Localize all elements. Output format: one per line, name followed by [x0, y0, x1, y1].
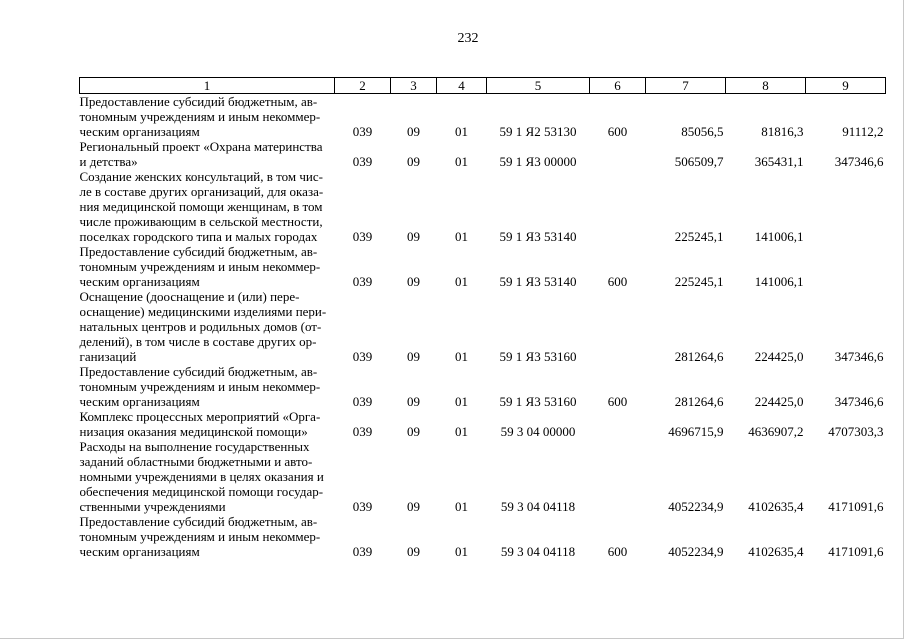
- expense-name-line: и детства»: [79, 154, 138, 169]
- expense-name-line: поселках городского типа и малых городах: [79, 229, 318, 244]
- expense-name-cell: [80, 439, 335, 514]
- subsection-code-cell: 01: [455, 424, 468, 439]
- expense-name-cell: [80, 409, 335, 439]
- amount-year3-cell: 91112,2: [842, 124, 884, 139]
- ministry-code-cell: 039: [352, 229, 373, 244]
- target-article-cell: 59 1 Я3 00000: [499, 154, 577, 169]
- subsection-code-cell: 01: [455, 499, 468, 514]
- column-header: 1: [80, 78, 335, 94]
- table-row: [80, 289, 886, 364]
- ministry-code-cell: 039: [352, 349, 373, 364]
- amount-year2-cell: 4102635,4: [748, 544, 804, 559]
- expense-type-cell: [590, 169, 646, 244]
- amount-year3-cell: 4171091,6: [828, 544, 884, 559]
- expense-name-line: оснащение) медицинскими изделиями пери-: [79, 304, 327, 319]
- expense-name-line: тономным учреждениям и иным некоммер-: [79, 109, 321, 124]
- amount-year1-cell: 225245,1: [674, 274, 724, 289]
- column-header: 5: [487, 78, 590, 94]
- subsection-code-cell: 01: [455, 394, 468, 409]
- amount-year1-cell: 4696715,9: [668, 424, 724, 439]
- section-code-cell: 09: [407, 544, 420, 559]
- section-code-cell: 09: [407, 229, 420, 244]
- expense-name-line: ческим организациям: [79, 394, 200, 409]
- expense-name-cell: [80, 364, 335, 409]
- section-code-cell: 09: [407, 499, 420, 514]
- column-header: 8: [726, 78, 806, 94]
- expense-name-line: тономным учреждениям и иным некоммер-: [79, 379, 321, 394]
- expense-name-line: Создание женских консультаций, в том чис-: [79, 169, 323, 184]
- expense-name-cell: [80, 139, 335, 169]
- expense-name-cell: [80, 169, 335, 244]
- table-row: [80, 139, 886, 169]
- expense-name-line: делений), в том числе в составе других ор-: [79, 334, 317, 349]
- expense-name-line: заданий областными бюджетными и авто-: [79, 454, 313, 469]
- amount-year3-cell: 347346,6: [834, 154, 884, 169]
- amount-year1-cell: 281264,6: [674, 349, 724, 364]
- amount-year3-cell: 347346,6: [834, 349, 884, 364]
- ministry-code-cell: 039: [352, 124, 373, 139]
- header-row: [80, 78, 886, 94]
- section-code-cell: 09: [407, 274, 420, 289]
- expense-type-cell: [590, 409, 646, 439]
- section-code-cell: 09: [407, 349, 420, 364]
- amount-year3-cell: 4707303,3: [828, 424, 884, 439]
- ministry-code-cell: 039: [352, 499, 373, 514]
- subsection-code-cell: 01: [455, 349, 468, 364]
- expense-type-cell: 600: [607, 124, 628, 139]
- amount-year2-cell: 4636907,2: [748, 424, 804, 439]
- amount-year2-cell: 365431,1: [754, 154, 804, 169]
- expense-name-line: Предоставление субсидий бюджетным, ав-: [79, 364, 318, 379]
- expense-name-line: Расходы на выполнение государственных: [79, 439, 310, 454]
- subsection-code-cell: 01: [455, 124, 468, 139]
- amount-year1-cell: 281264,6: [674, 394, 724, 409]
- target-article-cell: 59 1 Я2 53130: [499, 124, 577, 139]
- expense-name-line: Оснащение (дооснащение и (или) пере-: [79, 289, 300, 304]
- section-code-cell: 09: [407, 154, 420, 169]
- expense-type-cell: [590, 439, 646, 514]
- table-body: [80, 94, 886, 560]
- expense-name-cell: [80, 289, 335, 364]
- subsection-code-cell: 01: [455, 229, 468, 244]
- expense-name-line: обеспечения медицинской помощи государ-: [79, 484, 324, 499]
- section-code-cell: 09: [407, 394, 420, 409]
- expense-name-line: тономным учреждениям и иным некоммер-: [79, 259, 321, 274]
- expense-type-cell: [590, 139, 646, 169]
- table-row: [80, 409, 886, 439]
- subsection-code-cell: 01: [455, 544, 468, 559]
- amount-year2-cell: 224425,0: [754, 349, 804, 364]
- amount-year1-cell: 4052234,9: [668, 544, 724, 559]
- expense-name-line: ческим организациям: [79, 124, 200, 139]
- amount-year1-cell: 4052234,9: [668, 499, 724, 514]
- expense-name-line: ственными учреждениями: [79, 499, 226, 514]
- expense-name-line: тономным учреждениям и иным некоммер-: [79, 529, 321, 544]
- amount-year2-cell: 81816,3: [761, 124, 804, 139]
- amount-year2-cell: 4102635,4: [748, 499, 804, 514]
- budget-table: [79, 77, 886, 559]
- amount-year3-cell: [806, 244, 886, 289]
- expense-type-cell: [590, 289, 646, 364]
- page-number: 232: [457, 31, 479, 46]
- table-row: [80, 94, 886, 140]
- amount-year3-cell: [806, 169, 886, 244]
- expense-name-line: ческим организациям: [79, 544, 200, 559]
- expense-name-line: ческим организациям: [79, 274, 200, 289]
- ministry-code-cell: 039: [352, 274, 373, 289]
- target-article-cell: 59 3 04 04118: [500, 499, 576, 514]
- expense-name-line: Предоставление субсидий бюджетным, ав-: [79, 514, 318, 529]
- table-row: [80, 439, 886, 514]
- expense-type-cell: 600: [607, 394, 628, 409]
- expense-name-line: Региональный проект «Охрана материнства: [79, 139, 323, 154]
- expense-name-cell: [80, 244, 335, 289]
- amount-year2-cell: 224425,0: [754, 394, 804, 409]
- expense-name-cell: [80, 94, 335, 140]
- table-header: [80, 78, 886, 94]
- expense-name-line: ле в составе других организаций, для оказа-: [79, 184, 324, 199]
- ministry-code-cell: 039: [352, 394, 373, 409]
- amount-year3-cell: 4171091,6: [828, 499, 884, 514]
- column-header: 2: [335, 78, 391, 94]
- ministry-code-cell: 039: [352, 154, 373, 169]
- subsection-code-cell: 01: [455, 274, 468, 289]
- section-code-cell: 09: [407, 424, 420, 439]
- expense-name-line: Комплекс процессных мероприятий «Орга-: [79, 409, 321, 424]
- amount-year2-cell: 141006,1: [754, 274, 804, 289]
- target-article-cell: 59 3 04 04118: [500, 544, 576, 559]
- ministry-code-cell: 039: [352, 544, 373, 559]
- target-article-cell: 59 1 Я3 53160: [499, 394, 577, 409]
- amount-year1-cell: 225245,1: [674, 229, 724, 244]
- amount-year2-cell: 141006,1: [754, 229, 804, 244]
- column-header: 3: [391, 78, 437, 94]
- target-article-cell: 59 1 Я3 53160: [499, 349, 577, 364]
- expense-name-line: номными учреждениями в целях оказания и: [79, 469, 324, 484]
- subsection-code-cell: 01: [455, 154, 468, 169]
- column-header: 9: [806, 78, 886, 94]
- amount-year3-cell: 347346,6: [834, 394, 884, 409]
- expense-name-line: Предоставление субсидий бюджетным, ав-: [79, 94, 318, 109]
- expense-name-line: натальных центров и родильных домов (от-: [79, 319, 322, 334]
- expense-name-line: низация оказания медицинской помощи»: [79, 424, 308, 439]
- target-article-cell: 59 3 04 00000: [500, 424, 576, 439]
- expense-type-cell: 600: [607, 544, 628, 559]
- column-header: 6: [590, 78, 646, 94]
- target-article-cell: 59 1 Я3 53140: [499, 229, 577, 244]
- table-row: [80, 514, 886, 559]
- expense-name-line: Предоставление субсидий бюджетным, ав-: [79, 244, 318, 259]
- column-header: 4: [437, 78, 487, 94]
- table-row: [80, 364, 886, 409]
- expense-name-line: ганизаций: [79, 349, 137, 364]
- expense-name-line: ния медицинской помощи женщинам, в том: [79, 199, 323, 214]
- section-code-cell: 09: [407, 124, 420, 139]
- table-row: [80, 244, 886, 289]
- ministry-code-cell: 039: [352, 424, 373, 439]
- expense-name-cell: [80, 514, 335, 559]
- expense-name-line: числе проживающим в сельской местности,: [79, 214, 323, 229]
- column-header: 7: [646, 78, 726, 94]
- table-row: [80, 169, 886, 244]
- target-article-cell: 59 1 Я3 53140: [499, 274, 577, 289]
- amount-year1-cell: 85056,5: [681, 124, 724, 139]
- amount-year1-cell: 506509,7: [674, 154, 724, 169]
- expense-type-cell: 600: [607, 274, 628, 289]
